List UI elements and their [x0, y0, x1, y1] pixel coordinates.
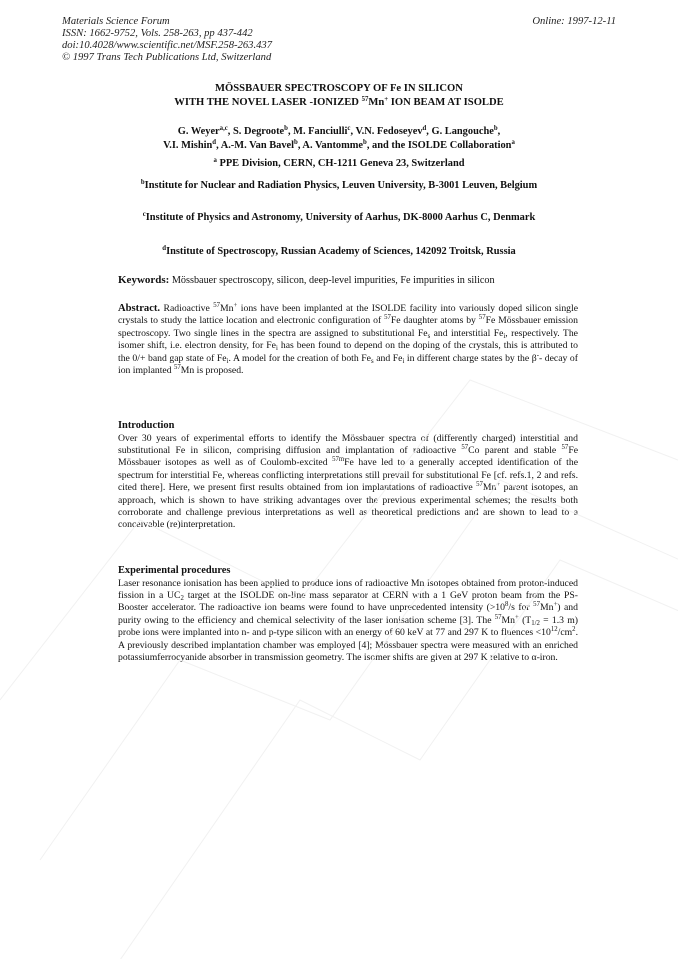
keywords-label: Keywords:: [118, 274, 170, 286]
sub: i: [275, 345, 278, 353]
title-line-2: [70, 96, 608, 110]
sup: +: [233, 302, 238, 309]
procedures-paragraph: [118, 578, 578, 665]
sup: 57: [561, 444, 569, 451]
procedures-section: [118, 565, 578, 664]
title-sup: +: [384, 96, 389, 103]
text: Mössbauer emission spectroscopy. Two single lines in the spectra are assigned to substitutional Fe: [118, 315, 578, 339]
author-affil-mark: d: [422, 125, 427, 132]
text: parent isotopes, an approach, which is shown to have striking advantages over the previous experimental schemes; the results both corroborate and challenge previous interpretations as well as theoretical predictions and are shown to lead to a conceivable (re)interpretation.: [118, 482, 578, 531]
text: has been found to depend on the doping of the crystals, this is attributed to the 0/+ band gap state of Fe: [118, 340, 578, 364]
abstract: [118, 303, 578, 377]
text: Radioactive: [160, 303, 214, 314]
text: Over 30 years of experimental efforts to identify the Mössbauer spectra of (differently charged) interstitial and substitutional Fe in silicon, comprising diffusion and implantation of radioactive: [118, 432, 578, 456]
text: /cm: [557, 627, 573, 639]
affiliation-c: [70, 211, 608, 224]
sup: 57: [478, 314, 486, 322]
abstract-label: Abstract.: [118, 303, 161, 314]
author: V.I. Mishin: [163, 140, 213, 151]
text: is proposed.: [194, 365, 244, 377]
affil-text: Institute for Nuclear and Radiation Physics, Leuven University, B-3001 Leuven, Belgium: [144, 180, 538, 191]
sub: s: [427, 332, 431, 340]
text: Fe: [344, 457, 354, 469]
author-affil-mark: b: [363, 139, 367, 146]
text: Mn: [539, 602, 554, 614]
text: and Fe: [373, 352, 403, 364]
title-text: ION BEAM AT ISOLDE: [388, 97, 504, 108]
procedures-heading: Experimental procedures: [118, 565, 231, 576]
sub: s: [370, 357, 374, 365]
title-line-1: MÖSSBAUER SPECTROSCOPY OF Fe IN SILICON: [215, 83, 463, 94]
text: have led to a generally accepted identification of the spectrum for interstitial Fe, whereas conflicting interpretations still prevail for substitutional Fe [cf. refs.1, 2 and refs. cited there]. Here, we present first results obtained from ion implantations of radioactive: [118, 457, 578, 494]
journal-name: Materials Science Forum: [62, 16, 170, 27]
title-sup: 57: [361, 96, 369, 103]
paper-title: [70, 82, 608, 110]
affiliation-a: [70, 157, 608, 170]
affil-text: Institute of Physics and Astronomy, University of Aarhus, DK-8000 Aarhus C, Denmark: [145, 212, 536, 223]
text: = 1.3 m) probe ions were implanted into n- and p-type silicon with an energy of 60 keV at 77 and 297 K to fluences <10: [118, 614, 578, 639]
sup: 57: [476, 481, 483, 489]
affiliation-b: [70, 179, 608, 192]
watermark-stroke: [40, 480, 678, 860]
sub: i: [402, 357, 405, 365]
text: Laser resonance ionisation has been applied to produce ions of radioactive Mn isotopes obtained from proton-induced fission in a UC: [118, 577, 578, 601]
running-header: [62, 16, 616, 64]
text: daughter atoms by: [400, 315, 479, 327]
text: Mn: [501, 614, 515, 626]
text: Mn: [220, 303, 234, 314]
author: G. Weyer: [177, 126, 220, 137]
text: Fe: [485, 315, 496, 327]
affil-mark: d: [162, 245, 167, 252]
keywords: [118, 274, 578, 287]
author-line-1: G. Weyer$^{a,c}$, S. Degroote$^b$, M. Fanciulli$^c$, V.N. Fedoseyev$^d$, G. Langouche$^b$,: [177, 125, 501, 137]
author-affil-mark: a: [511, 139, 515, 146]
sup: 57m: [332, 456, 345, 464]
affil-text: Institute of Spectroscopy, Russian Academy of Sciences, 142092 Troitsk, Russia: [166, 246, 516, 257]
sup: +: [515, 613, 519, 621]
text: Mn: [180, 365, 195, 377]
affil-mark: a: [213, 157, 217, 164]
affil-text: PPE Division, CERN, CH-1211 Geneva 23, Switzerland: [216, 158, 465, 169]
copyright-line: © 1997 Trans Tech Publications Ltd, Switzerland: [62, 52, 272, 63]
text: Fe: [568, 445, 578, 456]
introduction-heading: Introduction: [118, 420, 175, 431]
issn-line: ISSN: 1662-9752, Vols. 258-263, pp 437-442: [62, 28, 253, 39]
text: . A model for the creation of both Fe: [228, 352, 371, 364]
sup: 12: [550, 626, 558, 634]
author: , A.-M. Van Bavel: [216, 140, 295, 151]
sub: i: [226, 357, 229, 365]
title-text: WITH THE NOVEL LASER -IONIZED: [174, 97, 362, 108]
sup: +: [553, 601, 558, 609]
sup: 2: [572, 626, 576, 634]
sup: +: [496, 481, 501, 489]
doi-line: doi:10.4028/www.scientific.net/MSF.258-263.437: [62, 40, 272, 51]
sup: 8: [505, 601, 509, 609]
sup: 57: [494, 613, 502, 621]
sup: 57: [173, 364, 181, 372]
text: Co: [468, 445, 480, 456]
affil-mark: c: [142, 211, 146, 218]
sub: i: [503, 332, 506, 340]
affil-mark: b: [140, 179, 145, 186]
author: , M. Fanciulli: [287, 126, 348, 137]
sup: 57: [213, 302, 221, 309]
text: Mössbauer isotopes as well as of Coulomb-excited: [118, 457, 333, 469]
text: - decay of ion implanted: [118, 352, 578, 377]
text: and interstitial Fe: [430, 327, 504, 339]
author-affil-mark: b: [493, 125, 498, 132]
text: (T: [518, 614, 532, 626]
text: target at the ISOLDE on-line mass separator at CERN with a 1 GeV proton beam from the PS-Booster accelerator. The radioactive ion beams were found to have unprecedented intensity (>10: [118, 590, 578, 614]
author: , A. Vantomme: [297, 140, 364, 151]
author-affil-mark: b: [284, 125, 288, 132]
text: parent and stable: [479, 445, 562, 456]
keywords-text: Mössbauer spectroscopy, silicon, deep-level impurities, Fe impurities in silicon: [169, 275, 495, 286]
affiliation-d: [70, 245, 608, 258]
sup: 57: [461, 444, 469, 451]
sub: 1/2: [531, 619, 540, 627]
author: , S. Degroote: [227, 126, 285, 137]
sup: 57: [533, 601, 540, 609]
text: ) and purity owing to the efficiency and chemical selectivity of the laser ionisation scheme [3]. The: [118, 602, 578, 626]
author-affil-mark: c: [347, 125, 351, 132]
text: /s for: [508, 602, 534, 614]
text: ions have been implanted at the ISOLDE facility into variously doped silicon single crystals to study the lattice location and electronic configuration of: [118, 303, 578, 327]
text: , respectively. The isomer shift, i.e. electron density, for Fe: [118, 327, 578, 352]
introduction-paragraph: [118, 433, 578, 532]
author-list: [70, 125, 608, 153]
text: Mn: [482, 482, 497, 494]
sub: 2: [180, 595, 184, 602]
author-affil-mark: d: [212, 139, 217, 146]
author-affil-mark: a,c: [219, 125, 228, 132]
text: . A previously described implantation chamber was employed [4]; Mössbauer spectra were measured with an enriched potassiumferrocyanide absorber in transmission geometry. The isomer shifts are given at 297 K relative to α-iron.: [118, 627, 578, 664]
author-line-2: [70, 139, 608, 153]
text: Fe: [390, 315, 401, 327]
author: , G. Langouche: [426, 126, 494, 137]
author: , and the ISOLDE Collaboration: [366, 140, 512, 151]
title-text: Mn: [368, 97, 385, 108]
sup: 57: [384, 314, 391, 322]
text: in different charge states by the β: [404, 352, 537, 364]
introduction-section: [118, 420, 578, 532]
author: , V.N. Fedoseyev: [350, 126, 423, 137]
abstract-paragraph: [118, 303, 578, 377]
author-affil-mark: b: [294, 139, 298, 146]
online-date: Online: 1997-12-11: [532, 16, 616, 27]
sup: -: [536, 351, 539, 359]
